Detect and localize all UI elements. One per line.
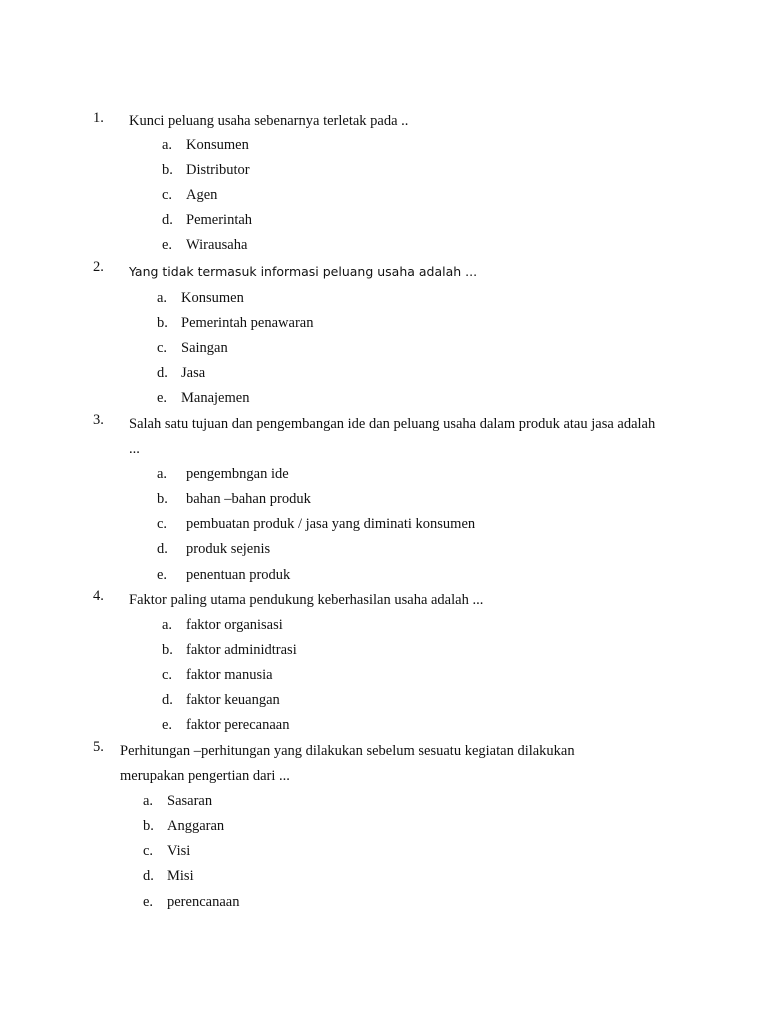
- option-letter: d.: [157, 365, 168, 381]
- option-text: bahan –bahan produk: [186, 491, 311, 507]
- option-text: pembuatan produk / jasa yang diminati konsumen: [186, 516, 476, 532]
- option-text: Misi: [167, 868, 194, 884]
- option-1b: [162, 158, 250, 183]
- option-text: perencanaan: [167, 894, 240, 910]
- option-5b: [143, 814, 224, 839]
- option-1a: [162, 133, 249, 158]
- option-letter: e.: [143, 894, 154, 910]
- question-number: 5.: [93, 739, 104, 755]
- option-letter: e.: [162, 237, 173, 253]
- option-text: Saingan: [181, 340, 228, 356]
- option-3c: [157, 512, 475, 537]
- option-letter: c.: [162, 187, 173, 203]
- option-text: pengembngan ide: [186, 466, 289, 482]
- option-text: faktor adminidtrasi: [186, 642, 297, 658]
- option-2e: [157, 386, 249, 411]
- option-text: Manajemen: [181, 390, 250, 406]
- option-text: Konsumen: [181, 290, 244, 306]
- option-1e: [162, 233, 247, 258]
- option-4c: [162, 663, 273, 688]
- option-1d: [162, 208, 252, 233]
- question-text: Yang tidak termasuk informasi peluang usaha adalah ...: [129, 264, 478, 279]
- option-text: faktor organisasi: [186, 617, 283, 633]
- option-3b: [157, 487, 311, 512]
- option-letter: b.: [157, 315, 168, 331]
- question-text: Perhitungan –perhitungan yang dilakukan sebelum sesuatu kegiatan dilakukan merupakan pengertian dari ...: [120, 743, 575, 784]
- option-letter: c.: [157, 516, 168, 532]
- question-text: Salah satu tujuan dan pengembangan ide dan peluang usaha dalam produk atau jasa adalah ...: [129, 416, 656, 457]
- option-3d: [157, 537, 270, 562]
- option-text: faktor perecanaan: [186, 717, 290, 733]
- option-letter: d.: [157, 541, 168, 557]
- option-4d: [162, 688, 280, 713]
- option-4a: [162, 613, 283, 638]
- option-letter: d.: [143, 868, 154, 884]
- option-letter: a.: [162, 617, 173, 633]
- option-1c: [162, 183, 217, 208]
- option-letter: a.: [162, 137, 173, 153]
- option-letter: c.: [143, 843, 154, 859]
- option-text: Pemerintah: [186, 212, 253, 228]
- option-5e: [143, 890, 239, 915]
- option-text: Jasa: [181, 365, 206, 381]
- option-text: penentuan produk: [186, 567, 291, 583]
- option-text: faktor keuangan: [186, 692, 280, 708]
- option-letter: a.: [157, 290, 168, 306]
- option-letter: b.: [162, 162, 173, 178]
- option-3e: [157, 563, 290, 588]
- option-text: Konsumen: [186, 137, 249, 153]
- option-3a: [157, 462, 289, 487]
- option-text: Wirausaha: [186, 237, 248, 253]
- question-number: 4.: [93, 588, 104, 604]
- option-text: Sasaran: [167, 793, 213, 809]
- option-2a: [157, 286, 244, 311]
- option-letter: b.: [143, 818, 154, 834]
- question-number: 1.: [93, 110, 104, 126]
- option-text: produk sejenis: [186, 541, 271, 557]
- option-4e: [162, 713, 289, 738]
- option-letter: b.: [157, 491, 168, 507]
- question-text: Faktor paling utama pendukung keberhasilan usaha adalah ...: [129, 592, 484, 608]
- option-2c: [157, 336, 228, 361]
- option-text: Visi: [167, 843, 191, 859]
- option-4b: [162, 638, 297, 663]
- option-text: Distributor: [186, 162, 250, 178]
- option-letter: c.: [162, 667, 173, 683]
- option-2b: [157, 311, 313, 336]
- option-letter: a.: [143, 793, 154, 809]
- option-letter: b.: [162, 642, 173, 658]
- option-5a: [143, 789, 212, 814]
- option-text: Agen: [186, 187, 218, 203]
- option-letter: c.: [157, 340, 168, 356]
- option-5d: [143, 864, 194, 889]
- option-text: Anggaran: [167, 818, 225, 834]
- option-letter: a.: [157, 466, 168, 482]
- option-letter: e.: [157, 567, 168, 583]
- option-text: faktor manusia: [186, 667, 273, 683]
- question-number: 3.: [93, 412, 104, 428]
- option-letter: e.: [162, 717, 173, 733]
- option-5c: [143, 839, 190, 864]
- option-2d: [157, 361, 205, 386]
- question-number: 2.: [93, 259, 104, 275]
- option-letter: d.: [162, 692, 173, 708]
- option-letter: e.: [157, 390, 168, 406]
- option-letter: d.: [162, 212, 173, 228]
- question-text: Kunci peluang usaha sebenarnya terletak pada ..: [129, 113, 409, 129]
- option-text: Pemerintah penawaran: [181, 315, 314, 331]
